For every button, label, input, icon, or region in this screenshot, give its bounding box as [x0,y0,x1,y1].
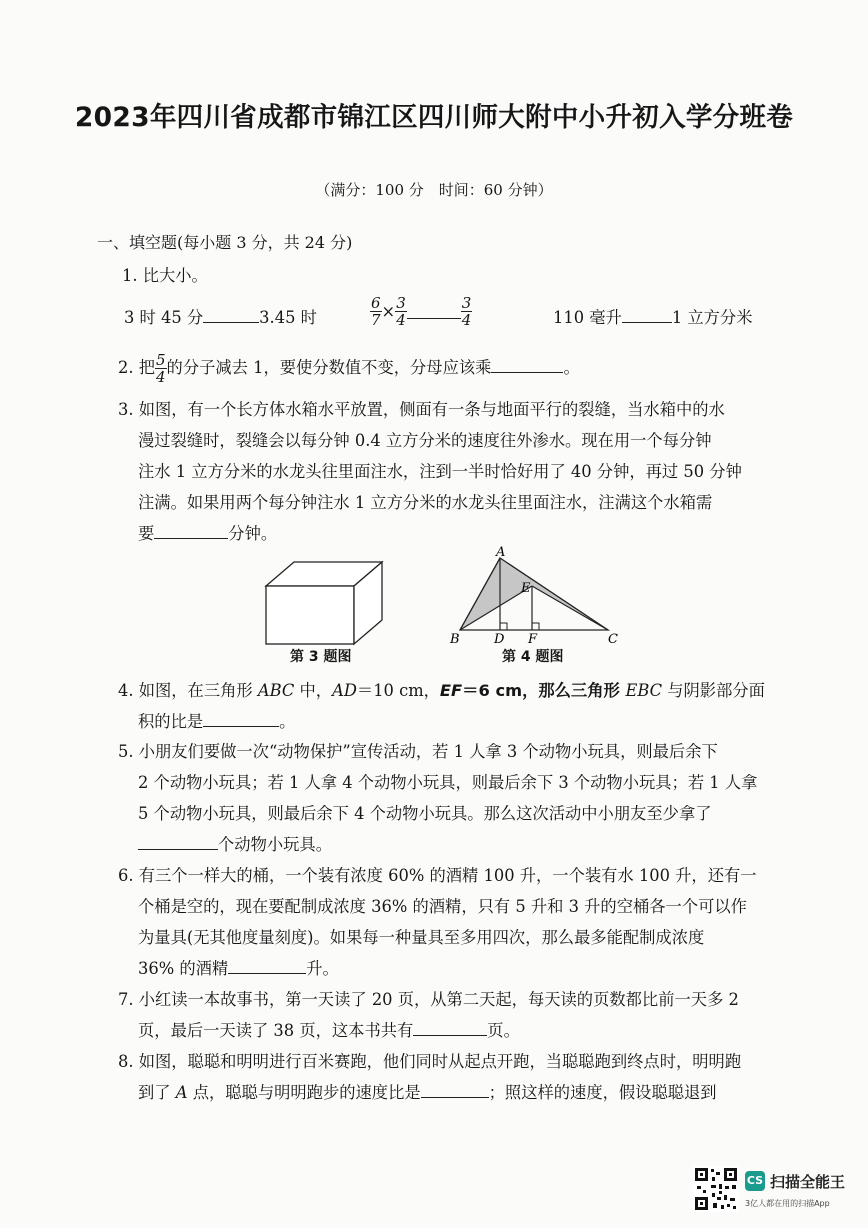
point-label: A [496,546,506,560]
exam-info: （满分：100 分 时间：60 分钟） [315,181,553,199]
camscanner-logo-icon: CS [745,1171,765,1191]
question-5-line-1: 5. 小朋友们要做一次“动物保护”宣传活动，若 1 人拿 3 个动物小玩具，则最后余下 [118,742,718,761]
point-label: B [450,632,460,646]
right-angle-mark [532,623,539,630]
question-7-line-1: 7. 小红读一本故事书，第一天读了 20 页，从第二天起，每天读的页数都比前一天多 2 [118,990,739,1009]
question-3-line-4: 注满。如果用两个每分钟注水 1 立方分米的水龙头往里面注水，注满这个水箱需 [138,493,713,512]
fraction: $\frac{6}{7}$ [371,294,381,329]
question-1-stem: 1. 比大小。 [122,266,208,285]
point-label: F [528,632,538,646]
cuboid-figure [258,558,388,650]
question-1a: 3 时 45 分 3.45 时 [124,308,317,327]
answer-blank[interactable] [138,835,218,850]
question-3-line-2: 漫过裂缝时，裂缝会以每分钟 0.4 立方分米的速度往外渗水。现在用一个每分钟 [138,431,712,450]
fraction: $\frac{3}{4}$ [396,294,406,329]
question-2: 2. 把 $\frac{5}{4}$ 的分子减去 1，要使分数值不变，分母应该乘 。 [118,351,580,386]
question-7-line-2: 页，最后一天读了 38 页，这本书共有 页。 [138,1021,520,1040]
question-3-line-3: 注水 1 立方分米的水龙头往里面注水，注到一半时恰好用了 40 分钟，再过 50 分钟 [138,462,742,481]
fraction: $\frac{3}{4}$ [461,294,472,329]
brand-tagline: 3亿人都在用的扫描App [745,1199,830,1208]
question-6-line-1: 6. 有三个一样大的桶，一个装有浓度 60% 的酒精 100 升，一个装有水 100 升，还有一 [118,866,757,885]
question-8-line-1: 8. 如图，聪聪和明明进行百米赛跑，他们同时从起点开跑，当聪聪跑到终点时，明明跑 [118,1052,742,1071]
page-title: 2023年四川省成都市锦江区四川师大附中小升初入学分班卷 [74,102,794,133]
point-label: C [608,632,618,646]
answer-blank[interactable] [413,1021,487,1036]
question-5-line-2: 2 个动物小玩具；若 1 人拿 4 个动物小玩具，则最后余下 3 个动物小玩具；若 1 人拿 [138,773,758,792]
question-8-line-2: 到了 A 点，聪聪与明明跑步的速度比是 ；照这样的速度，假设聪聪退到 [138,1083,717,1102]
answer-blank[interactable] [228,959,306,974]
fraction: $\frac{5}{4}$ [156,351,166,386]
question-5-line-4: 个动物小玩具。 [138,831,332,855]
question-1c: 110 毫升 1 立方分米 [553,308,753,327]
question-4-line-2: 积的比是 。 [138,712,296,731]
answer-blank[interactable] [203,712,279,727]
question-4-line-1: 4. 如图，在三角形 ABC 中，AD＝10 cm，EF＝6 cm，那么三角形 EBC 与阴影部分面 [118,681,765,700]
section-heading: 一、填空题(每小题 3 分，共 24 分) [97,233,353,252]
right-angle-mark [500,623,507,630]
question-5-line-3: 5 个动物小玩具，则最后余下 4 个动物小玩具。那么这次活动中小朋友至少拿了 [138,804,712,823]
brand-name: 扫描全能王 [770,1173,846,1191]
question-3-line-5: 要 分钟。 [138,524,278,543]
question-1b: $\frac{6}{7}$ × $\frac{3}{4}$ $\frac{3}{4}$ [371,294,472,329]
qr-code-icon [693,1166,739,1212]
question-3-line-1: 3. 如图，有一个长方体水箱水平放置，侧面有一条与地面平行的裂缝，当水箱中的水 [118,400,725,419]
cuboid-front-face [266,586,354,644]
question-6-line-2: 个桶是空的，现在要配制成浓度 36% 的酒精，只有 5 升和 3 升的空桶各一个可以作 [138,897,747,916]
answer-blank[interactable] [203,308,259,323]
answer-blank[interactable] [407,304,461,319]
answer-blank[interactable] [421,1083,489,1098]
answer-blank[interactable] [622,308,672,323]
answer-blank[interactable] [154,524,228,539]
segment-ec [532,586,608,630]
point-label: D [494,632,505,646]
question-6-line-4: 36% 的酒精 升。 [138,959,339,978]
point-label: E [521,581,531,596]
figure-4-caption: 第 4 题图 [502,649,564,665]
question-6-line-3: 为量具(无其他度量刻度)。如果每一种量具至多用四次，那么最多能配制成浓度 [138,928,705,947]
triangle-figure [448,546,628,646]
answer-blank[interactable] [491,358,563,373]
figure-3-caption: 第 3 题图 [290,649,352,665]
